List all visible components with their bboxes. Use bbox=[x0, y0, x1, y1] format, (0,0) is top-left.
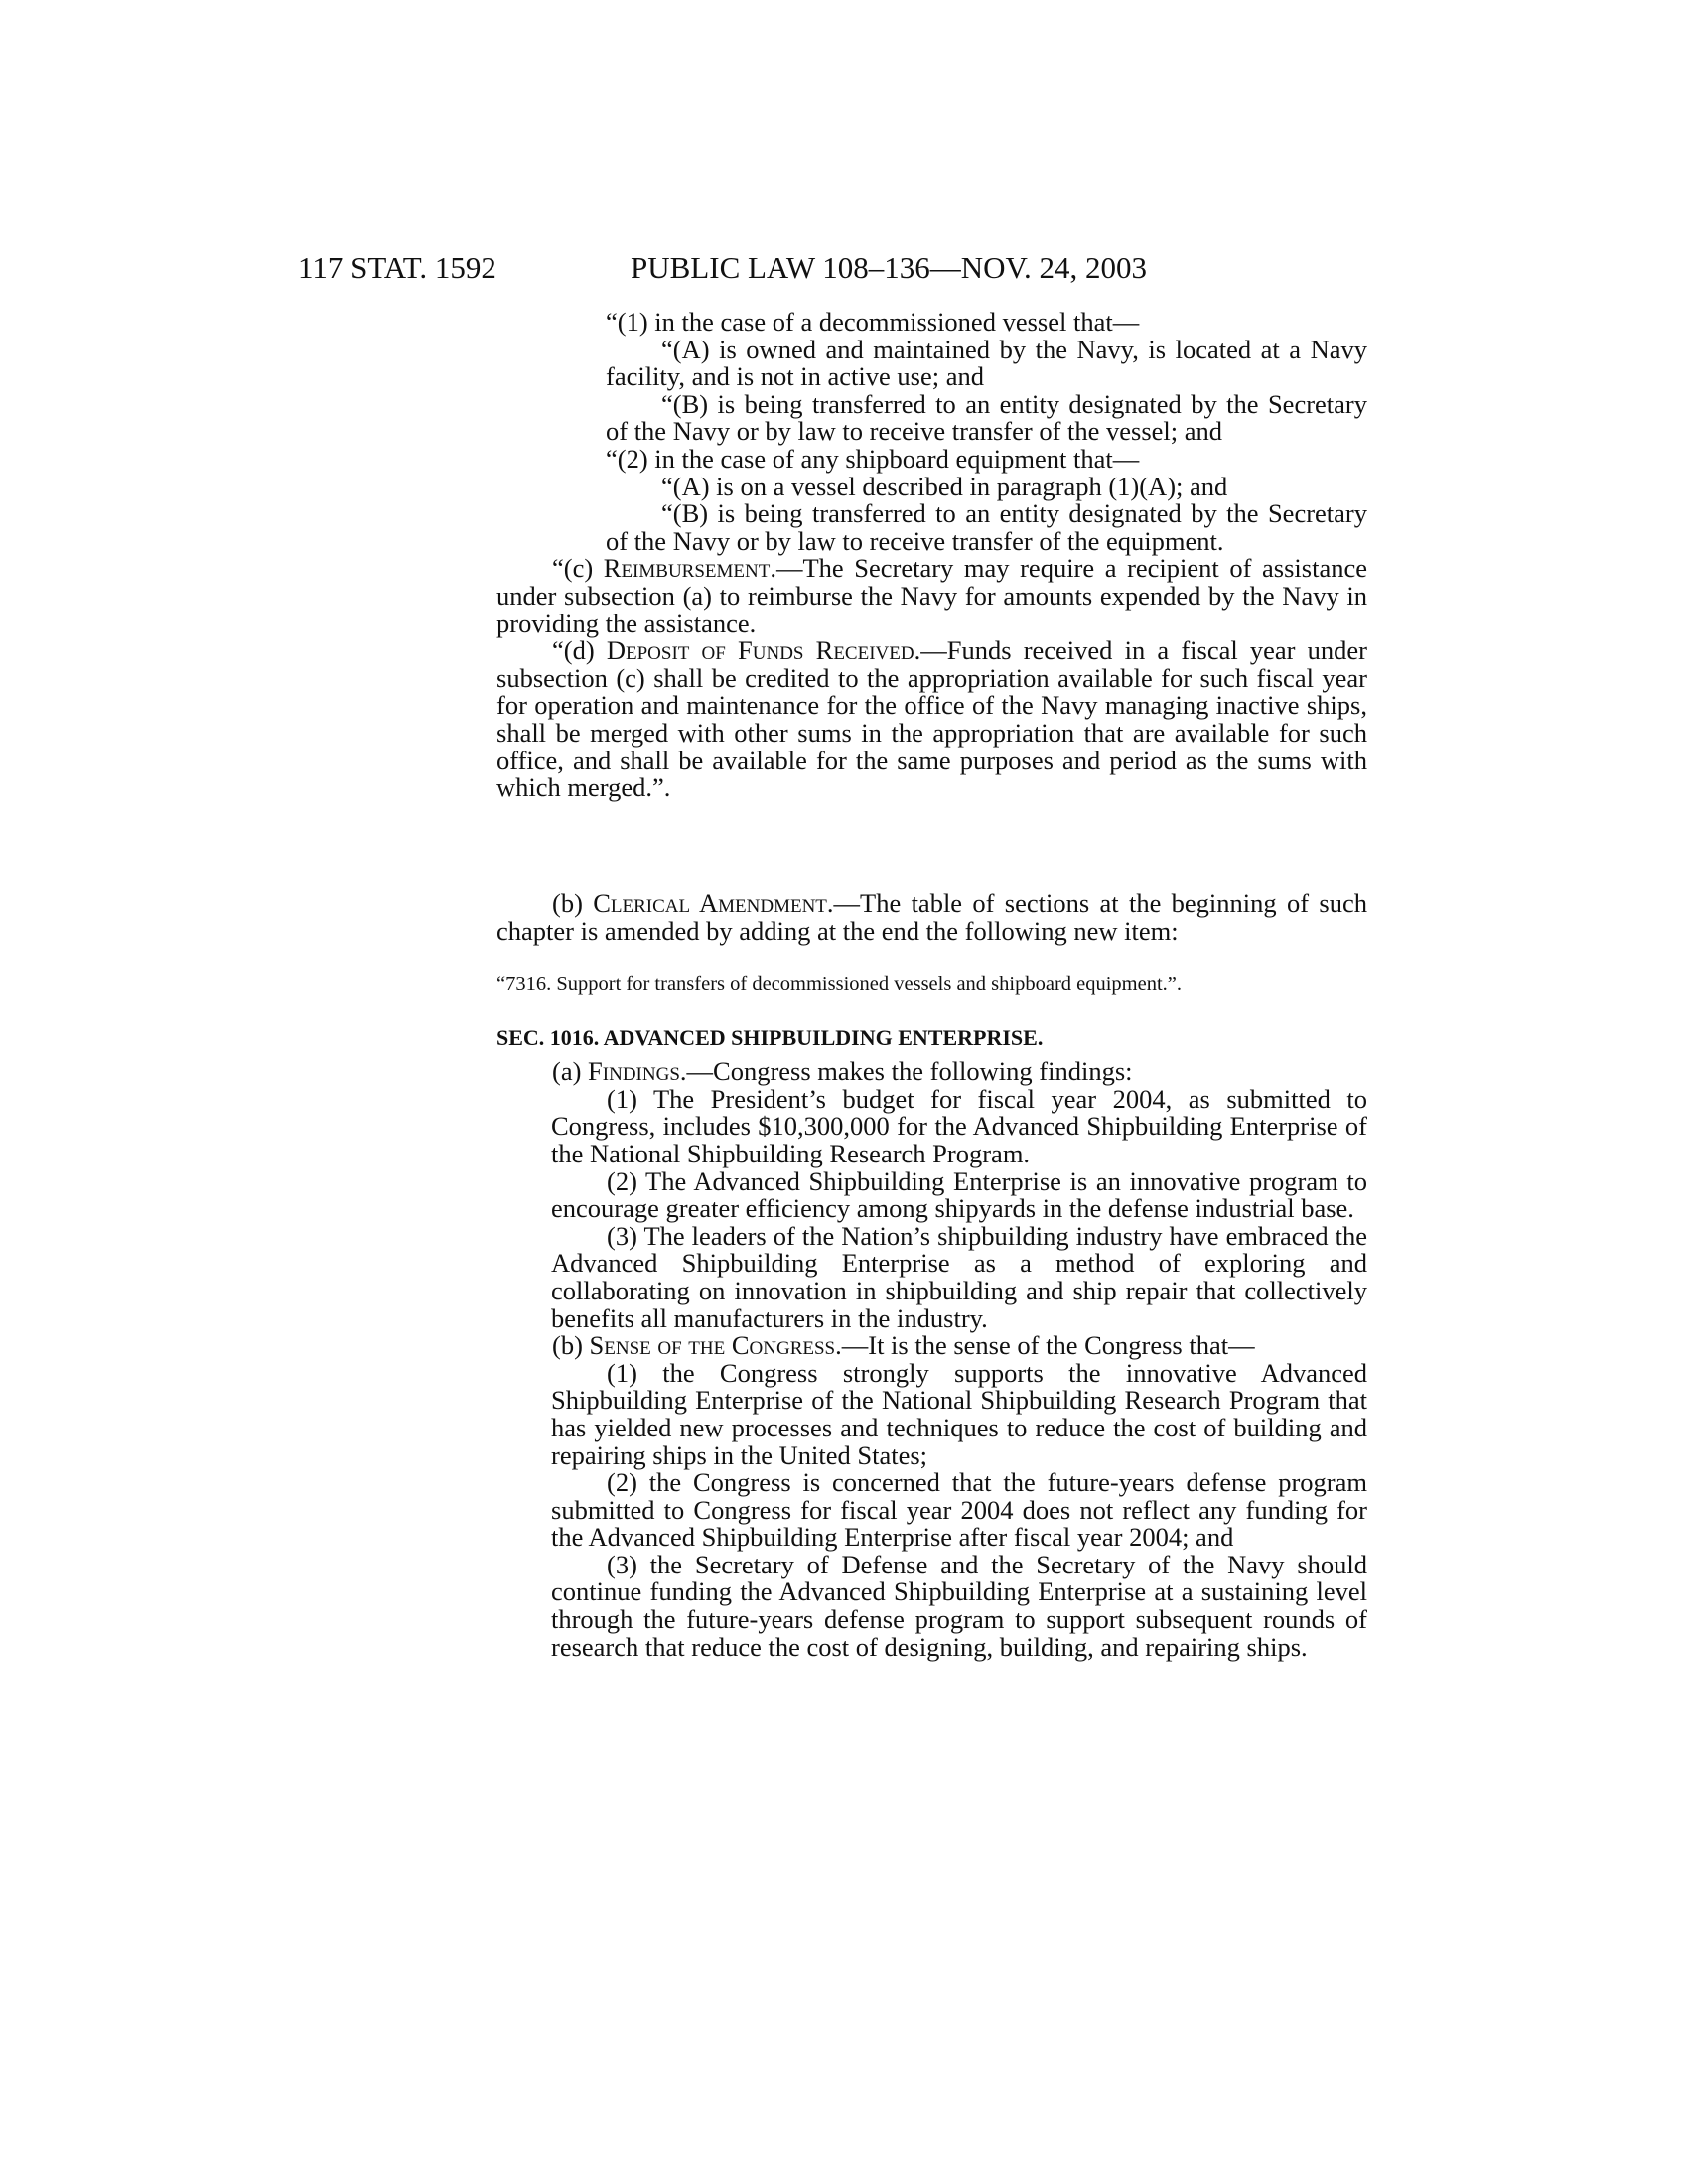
section-heading: SEC. 1016. ADVANCED SHIPBUILDING ENTERPRISE. bbox=[496, 1025, 1044, 1051]
subparagraph-1a: “(A) is owned and maintained by the Navy, is located at a Navy facility, and is not in active use; and bbox=[606, 334, 1367, 392]
subsection-b-text: .—The table of sections at the beginning of such chapter is amended by adding at the end the following new item: bbox=[496, 888, 1367, 946]
subsection-a-prefix: (a) bbox=[552, 1056, 589, 1087]
subsection-a-findings bbox=[496, 1058, 1367, 1086]
subsection-d-prefix: “(d) bbox=[552, 635, 607, 666]
subparagraph-1b: “(B) is being transferred to an entity designated by the Secretary of the Navy or by law to receive transfer of the vessel; and bbox=[606, 388, 1367, 447]
subsection-b-sense-heading: Sense of the Congress bbox=[589, 1330, 836, 1361]
page-header bbox=[0, 248, 1688, 288]
subsection-c-reimbursement bbox=[496, 555, 1367, 637]
subsection-b-sense-of-congress bbox=[496, 1332, 1367, 1360]
subsection-c-prefix: “(c) bbox=[552, 553, 604, 584]
table-of-sections-item: “7316. Support for transfers of decommissioned vessels and shipboard equipment.”. bbox=[496, 973, 1183, 996]
subsection-d-text: .—Funds received in a fiscal year under subsection (c) shall be credited to the appropriation available for such fiscal year for operation and maintenance for the office of the Navy managing inactive ships, shall be merged with other sums in the appropriation that are available for such office, and shall be available for the same purposes and period as the sums with which merged.”. bbox=[496, 635, 1367, 803]
subsection-a-text: .—Congress makes the following findings: bbox=[679, 1056, 1133, 1087]
subparagraph-2a: “(A) is on a vessel described in paragraph (1)(A); and bbox=[661, 471, 1228, 501]
subsection-d-deposit bbox=[496, 637, 1367, 802]
subsection-d-heading: Deposit of Funds Received bbox=[606, 635, 914, 666]
statute-page-reference: 117 STAT. 1592 bbox=[298, 250, 496, 285]
subparagraph-2b: “(B) is being transferred to an entity designated by the Secretary of the Navy or by law to receive transfer of the equipment. bbox=[606, 498, 1367, 556]
public-law-reference: PUBLIC LAW 108–136—NOV. 24, 2003 bbox=[631, 250, 1147, 285]
document-body bbox=[496, 309, 1367, 802]
sense-1: (1) the Congress strongly supports the innovative Advanced Shipbuilding Enterprise of the National Shipbuilding Research Program that has yielded new processes and techniques to reduce the cost of building and repairing ships in the United States; bbox=[551, 1357, 1367, 1470]
finding-1: (1) The President’s budget for fiscal year 2004, as submitted to Congress, includes $10,300,000 for the Advanced Shipbuilding Enterprise of the National Shipbuilding Research Program. bbox=[551, 1083, 1367, 1168]
paragraph-2: “(2) in the case of any shipboard equipment that— bbox=[606, 443, 1140, 474]
subsection-c-heading: Reimbursement bbox=[603, 553, 771, 584]
subsection-b-clerical-amendment bbox=[496, 890, 1367, 945]
subsection-b-sense-prefix: (b) bbox=[552, 1330, 590, 1361]
finding-3: (3) The leaders of the Nation’s shipbuilding industry have embraced the Advanced Shipbuilding Enterprise as a method of exploring and collaborating on innovation in shipbuilding and ship repair that collectively benefits all manufacturers in the industry. bbox=[551, 1220, 1367, 1333]
sense-3: (3) the Secretary of Defense and the Secretary of the Navy should continue funding the Advanced Shipbuilding Enterprise at a sustaining level through the future-years defense program to support subsequent rounds of research that reduce the cost of designing, building, and repairing ships. bbox=[551, 1549, 1367, 1662]
subsection-b-sense-text: .—It is the sense of the Congress that— bbox=[835, 1330, 1255, 1361]
subsection-c-text: .—The Secretary may require a recipient of assistance under subsection (a) to reimburse the Navy for amounts expended by the Navy in providing the assistance. bbox=[496, 553, 1367, 638]
subsection-a-heading: Findings bbox=[588, 1056, 680, 1087]
document-body-lower bbox=[496, 890, 1367, 1661]
subsection-b-heading: Clerical Amendment bbox=[593, 888, 827, 918]
finding-2: (2) The Advanced Shipbuilding Enterprise is an innovative program to encourage greater efficiency among shipyards in the defense industrial base. bbox=[551, 1165, 1367, 1224]
paragraph-1: “(1) in the case of a decommissioned vessel that— bbox=[606, 307, 1140, 337]
sense-2: (2) the Congress is concerned that the future-years defense program submitted to Congress for fiscal year 2004 does not reflect any funding for the Advanced Shipbuilding Enterprise after fiscal year 2004; and bbox=[551, 1467, 1367, 1553]
subsection-b-prefix: (b) bbox=[552, 888, 594, 918]
